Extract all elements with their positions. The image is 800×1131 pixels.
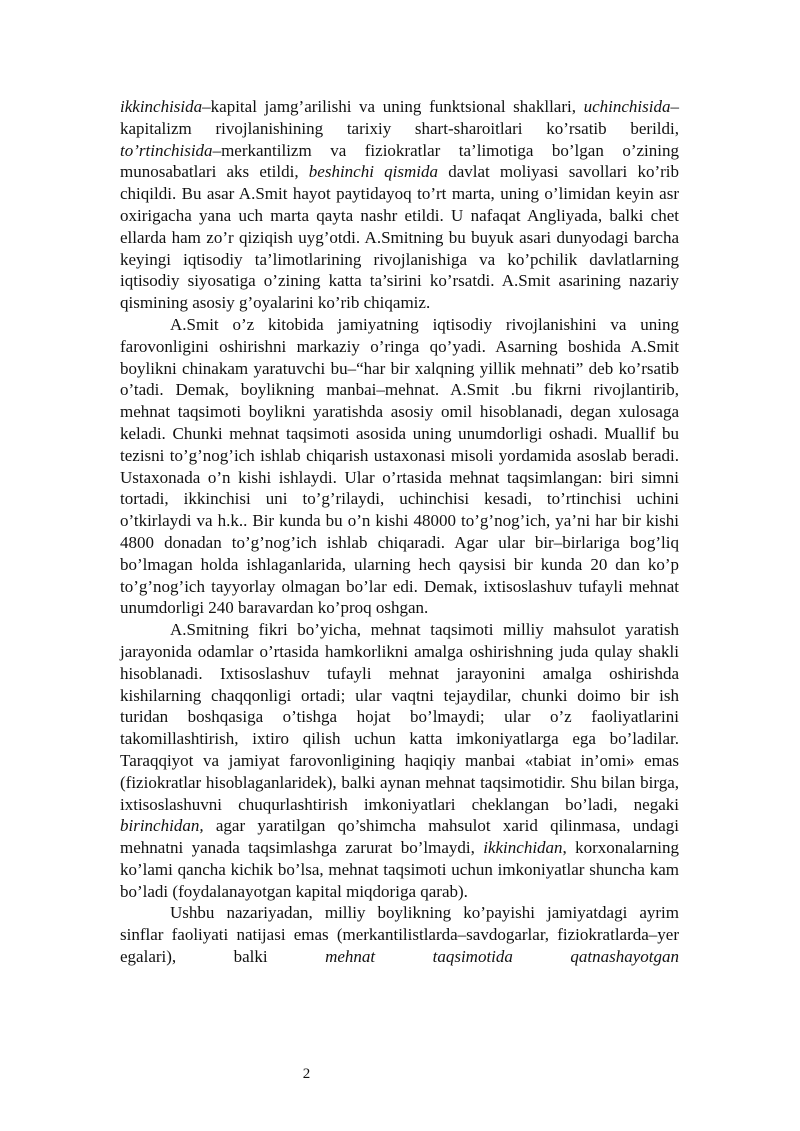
italic-term: uchinchisida (583, 97, 671, 116)
text-run: –kapital jamg’arilishi va uning funktsional shakllari, (202, 97, 584, 116)
paragraph-4 (120, 902, 679, 967)
italic-term: ikkinchisida (120, 97, 203, 116)
text-run: agar yaratilgan qo’shimcha mahsulot xarid qilinmasa, undagi mehnatni yanada taqsimlashga zarurat bo’lmaydi, (120, 816, 679, 858)
text-run: davlat moliyasi savollari ko’rib chiqildi. Bu asar A.Smit hayot paytidayoq to’rt marta, uning o’limidan keyin asr oxirigacha yana uch marta qayta nashr etildi. U nafaqat Angliyada, balki chet ellarda ham zo’r qiziqish uyg’otdi. A.Smitning bu buyuk asari dunyodagi barcha keyingi iqtisodiy ta’limotlarining rivojlanishiga va ko’pchilik davlatlarning iqtisodiy siyosatiga o’zining katta ta’sirini ko’rsatdi. A.Smit asarining nazariy qismining asosiy g’oyalarini ko’rib chiqamiz. (120, 162, 679, 313)
text-run: Ushbu nazariyadan, milliy boylikning ko’payishi jamiyatdagi ayrim sinflar faoliyati natijasi emas (merkantilistlarda–savdogarlar, fiziokratlarda–yer egalari), balki (120, 903, 679, 967)
paragraph-2: A.Smit o’z kitobida jamiyatning iqtisodiy rivojlanishini va uning farovonligini oshirishni markaziy o’ringa qo’yadi. Asarning boshida A.Smit boylikni chinakam yaratuvchi bu–“har bir xalqning yillik mehnati” deb ko’rsatib o’tadi. Demak, boylikning manbai–mehnat. A.Smit .bu fikrni rivojlantirib, mehnat taqsimoti boylikni yaratishda asosiy omil hisoblanadi, degan xulosaga keladi. Chunki mehnat taqsimoti asosida uning unumdorligi oshadi. Muallif bu tezisni to’g’nog’ich ishlab chiqarish ustaxonasi misoli yordamida asoslab beradi. Ustaxonada o’n kishi ishlaydi. Ular o’rtasida mehnat taqsimlangan: biri simni tortadi, ikkinchisi uni to’g’rilaydi, uchinchisi kesadi, to’rtinchisi uchini o’tkirlaydi va h.k.. Bir kunda bu o’n kishi 48000 to’g’nog’ich, ya’ni har bir kishi 4800 donadan to’g’nog’ich ishlab chiqaradi. Agar ular bir–birlariga bog’liq bo’lmagan holda ishlaganlarida, ularning hech qaysisi bir kunda 20 dan ko’p to’g’nog’ich tayyorlay olmagan bo’lar edi. Demak, ixtisoslashuv tufayli mehnat unumdorligi 240 baravardan ko’proq oshgan. (120, 314, 679, 618)
text-run: –merkantilizm va fiziokratlar ta’limotiga bo’lgan o’zining munosabatlari aks etildi, (120, 140, 679, 182)
italic-term: mehnat taqsimotida qatnashayotgan (325, 947, 679, 967)
paragraph-3 (120, 619, 679, 902)
text-run: A.Smitning fikri bo’yicha, mehnat taqsimoti milliy mahsulot yaratish jarayonida odamlar o’rtasida hamkorlikni amalga oshirishning juda qulay shakli hisoblanadi. Ixtisoslashuv tufayli mehnat jarayonini amalga oshirishda kishilarning chaqqonligi ortadi; ular vaqtni tejaydilar, chunki doimo bir ish turidan boshqasiga o’tishga hojat bo’lmaydi; ular o’z faoliyatlarini takomillashtirish, ixtiro qilish uchun katta imkoniyatlarga ega bo’ladilar. Taraqqiyot va jamiyat farovonligining haqiqiy manbai «tabiat in’omi» emas (fiziokratlar hisoblaganlaridek), balki aynan mehnat taqsimotidir. Shu bilan birga, ixtisoslashuvni chuqurlashtirish imkoniyatlari cheklangan bo’ladi, negaki (120, 620, 679, 814)
page-number: 2 (302, 1066, 311, 1082)
text-run: –kapitalizm rivojlanishining tarixiy shart-sharoitlari ko’rsatib berildi, (120, 97, 679, 138)
body-text (120, 96, 679, 968)
paragraph-1 (120, 96, 679, 314)
italic-term: birinchidan, (120, 816, 204, 836)
italic-term: ikkinchidan (483, 838, 563, 858)
italic-term: to’rtinchisida (120, 140, 213, 160)
italic-term: beshinchi qismida (308, 162, 438, 182)
text-run: , korxonalarning ko’lami qancha kichik bo’lsa, mehnat taqsimoti uchun imkoniyatlar shuncha kam bo’ladi (foydalanayotgan kapital miqdoriga qarab). (120, 838, 680, 901)
